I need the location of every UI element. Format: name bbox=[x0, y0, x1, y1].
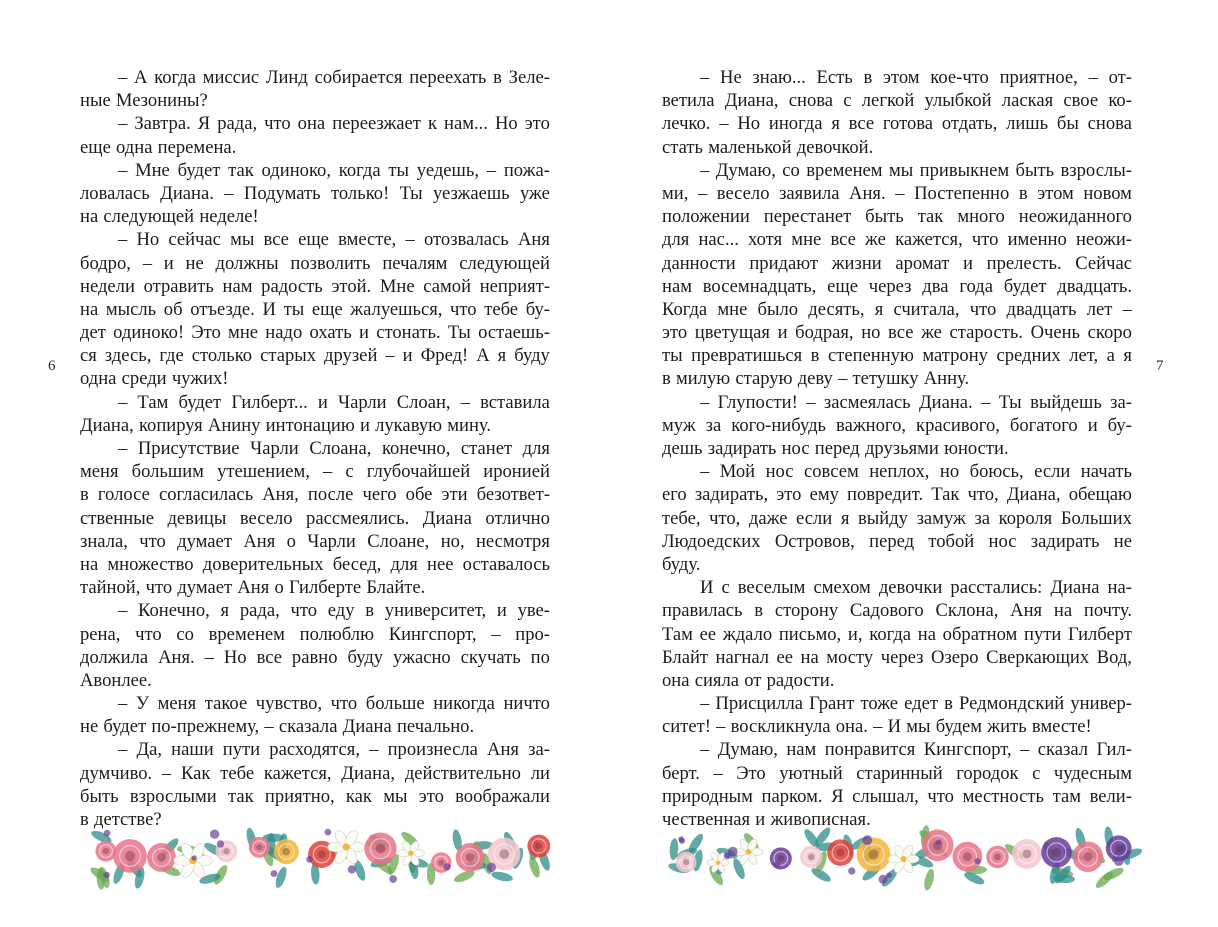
text-line: бодро, – и не должны позволить печалям следующей bbox=[80, 252, 550, 274]
bud-icon bbox=[1114, 856, 1124, 866]
flower-center-icon bbox=[125, 851, 135, 861]
text-line: И с веселым смехом девочки расстались: Диана на- bbox=[700, 577, 1132, 599]
text-line: ты превратишься в степенную матрону средних лет, а я bbox=[662, 345, 1132, 367]
text-line: ственные девицы весело рассмеялись. Диана отлично bbox=[80, 507, 550, 529]
flower-garland-right bbox=[665, 806, 1145, 906]
text-line: Там ее ждало письмо, и, когда на обратном пути Гилберт bbox=[662, 623, 1132, 645]
text-line: лечко. – Но иногда я все готова отдать, лишь бы снова bbox=[662, 113, 1132, 135]
text-line: – Не знаю... Есть в этом кое-что приятное, – от- bbox=[700, 67, 1132, 88]
bud-icon bbox=[191, 855, 196, 860]
flower-center-icon bbox=[716, 860, 720, 864]
flower-center-icon bbox=[283, 848, 291, 856]
flower-center-icon bbox=[746, 849, 751, 854]
flower-center-icon bbox=[1022, 849, 1031, 858]
bud-icon bbox=[270, 870, 277, 877]
text-line: в голосе согласилась Аня, после чего обе эти безответ- bbox=[80, 484, 550, 506]
text-line: ми, – весело заявила Аня. – Постепенно в этом новом bbox=[662, 182, 1132, 204]
flower-center-icon bbox=[1083, 852, 1092, 861]
text-line: – Да, наши пути расходятся, – произнесла Аня за- bbox=[118, 739, 550, 761]
text-line: – Думаю, нам понравится Кингспорт, – сказал Гил- bbox=[700, 739, 1132, 761]
text-line: – Мой нос совсем неплох, но боюсь, если начать bbox=[700, 461, 1132, 483]
text-line: для нас... хотя мне все же кажется, что именно неожи- bbox=[662, 229, 1132, 251]
flower-center-icon bbox=[901, 856, 907, 862]
flower-center-icon bbox=[836, 849, 844, 857]
text-line: дет одиноко! Это мне надо охать и стонать. Ты остаешь- bbox=[80, 322, 550, 344]
text-line: в милую старую деву – тетушку Анну. bbox=[662, 368, 970, 390]
text-line: знала, что думает Аня о Чарли Слоане, но, несмотря bbox=[80, 530, 550, 552]
text-line: – А когда миссис Линд собирается переехать в Зеле- bbox=[118, 67, 550, 88]
flower-center-icon bbox=[223, 848, 229, 854]
text-line: ные Мезонины? bbox=[80, 90, 208, 112]
flower-center-icon bbox=[994, 854, 1001, 861]
bud-icon bbox=[210, 829, 219, 838]
flower-center-icon bbox=[318, 850, 326, 858]
text-line: муж за кого-нибудь важного, красивого, богатого и бу- bbox=[662, 414, 1132, 436]
text-line: в детстве? bbox=[80, 809, 162, 830]
text-line: буду. bbox=[662, 553, 701, 575]
bud-icon bbox=[103, 872, 109, 878]
text-line: не будет по-прежнему, – сказала Диана печально. bbox=[80, 716, 475, 738]
text-line: дешь задирать нос перед друзьями юности. bbox=[662, 438, 1009, 459]
flower-center-icon bbox=[256, 844, 262, 850]
text-line: еще одна перемена. bbox=[80, 136, 237, 158]
bud-icon bbox=[863, 835, 873, 845]
text-line: – Присцилла Грант тоже едет в Редмондский универ- bbox=[700, 693, 1132, 715]
flower-center-icon bbox=[1052, 848, 1061, 857]
text-line: на множество доверительных бесед, для нее оставалось bbox=[80, 553, 550, 575]
text-line: должила Аня. – Но все равно буду ужасно скучать по bbox=[80, 646, 550, 668]
bud-icon bbox=[936, 839, 942, 845]
bud-icon bbox=[487, 863, 496, 872]
leaf-icon bbox=[273, 866, 288, 890]
text-line: – У меня такое чувство, что больше никогда ничто bbox=[118, 693, 550, 715]
text-line: – Думаю, со временем мы привыкнем быть взрослы- bbox=[700, 159, 1132, 181]
text-line: думчиво. – Как тебе кажется, Диана, действительно ли bbox=[80, 762, 550, 784]
flower-center-icon bbox=[466, 853, 475, 862]
text-line: недели отравить нам радость этой. Мне самой неприят- bbox=[80, 275, 550, 297]
flower-center-icon bbox=[103, 848, 109, 854]
text-line: меня большим утешением, – с глубочайшей иронией bbox=[80, 461, 550, 483]
text-line: тебе, что, даже если я выйду замуж за короля Больших bbox=[662, 507, 1132, 529]
text-line: Людоедских Островов, перед тобой нос задирать не bbox=[662, 530, 1132, 552]
text-line: ветила Диана, снова с легкой улыбкой лаская свое ко- bbox=[662, 90, 1132, 112]
text-line: ситет! – воскликнула она. – И мы будем жить вместе! bbox=[662, 716, 1092, 738]
bud-icon bbox=[974, 858, 980, 864]
text-line: – Там будет Гилберт... и Чарли Слоан, – вставила bbox=[118, 391, 550, 413]
flower-center-icon bbox=[343, 843, 350, 850]
leaf-icon bbox=[1094, 869, 1116, 890]
text-line: положении перестанет быть так много неожиданного bbox=[662, 206, 1132, 228]
text-line: Когда мне было десять, я считала, что двадцать лет – bbox=[662, 298, 1132, 320]
flower-center-icon bbox=[808, 854, 815, 861]
text-line: рена, что со временем полюблю Кингспорт, – про- bbox=[80, 623, 550, 645]
flower-center-icon bbox=[157, 853, 166, 862]
left-page-text bbox=[80, 66, 550, 831]
right-page bbox=[609, 0, 1218, 927]
text-line: природным парком. Я слышал, что местность там вели- bbox=[662, 785, 1132, 807]
flower-center-icon bbox=[408, 851, 413, 856]
flower-center-icon bbox=[535, 843, 542, 850]
text-line: правилась в сторону Садового Склона, Аня на почту. bbox=[662, 600, 1132, 622]
bud-icon bbox=[878, 875, 887, 884]
flower-center-icon bbox=[869, 850, 879, 860]
text-line: – Конечно, я рада, что еду в университет, и уве- bbox=[118, 600, 550, 622]
flower-center-icon bbox=[438, 860, 444, 866]
bud-icon bbox=[773, 861, 780, 868]
text-line: – Присутствие Чарли Слоана, конечно, станет для bbox=[118, 438, 550, 459]
leaf-icon bbox=[490, 870, 513, 883]
bud-icon bbox=[325, 829, 332, 836]
bud-icon bbox=[443, 863, 450, 870]
text-line: – Мне будет так одиноко, когда ты уедешь, – пожа- bbox=[118, 159, 550, 181]
bud-icon bbox=[104, 830, 111, 837]
text-line: – Глупости! – засмеялась Диана. – Ты выйдешь за- bbox=[700, 391, 1132, 413]
text-line: нам восемнадцать, еще через два года будет двадцать. bbox=[662, 275, 1132, 297]
text-line: Диана, копируя Анину интонацию и лукавую мину. bbox=[80, 414, 491, 436]
text-line: Авонлее. bbox=[80, 669, 152, 691]
left-page-number: 6 bbox=[48, 358, 56, 374]
bud-icon bbox=[848, 867, 855, 874]
flower-center-icon bbox=[1115, 844, 1123, 852]
text-line: берт. – Это уютный старинный городок с чудесным bbox=[662, 762, 1132, 784]
text-line: одна среди чужих! bbox=[80, 368, 229, 390]
text-line: ся здесь, где столько старых друзей – и Фред! А я буду bbox=[80, 345, 550, 367]
bud-icon bbox=[679, 838, 685, 844]
text-line: на мысль об отъезде. И ты еще жалуешься, что тебе бу- bbox=[80, 298, 550, 320]
leaf-icon bbox=[922, 868, 935, 891]
right-page-number: 7 bbox=[1156, 358, 1164, 374]
text-line: тайной, что думает Аня о Гилберте Блайте. bbox=[80, 577, 426, 599]
flower-center-icon bbox=[777, 855, 784, 862]
right-page-text bbox=[662, 66, 1132, 831]
flower-center-icon bbox=[376, 844, 386, 854]
text-line: данности придают жизни аромат и прелесть. Сейчас bbox=[662, 252, 1132, 274]
flower-garland-left bbox=[80, 806, 560, 906]
text-line: Блайт нагнал ее на мосту через Озеро Сверкающих Вод, bbox=[662, 646, 1132, 668]
flower-center-icon bbox=[683, 859, 689, 865]
text-line: быть взрослыми так приятно, как мы это воображали bbox=[80, 785, 550, 807]
flower-center-icon bbox=[499, 849, 509, 859]
text-line: его задирать, это ему повредит. Так что, Диана, обещаю bbox=[662, 484, 1132, 506]
bud-icon bbox=[348, 865, 356, 873]
text-line: ловалась Диана. – Подумать только! Ты уезжаешь уже bbox=[80, 182, 550, 204]
bud-icon bbox=[886, 872, 892, 878]
text-line: это цветущая и бодрая, но все же старость. Очень скоро bbox=[662, 322, 1132, 344]
bud-icon bbox=[389, 875, 397, 883]
bud-icon bbox=[217, 840, 225, 848]
text-line: – Завтра. Я рада, что она переезжает к нам... Но это bbox=[118, 113, 550, 135]
flower-center-icon bbox=[963, 852, 972, 861]
text-line: – Но сейчас мы все еще вместе, – отозвалась Аня bbox=[118, 229, 550, 251]
text-line: чественная и живописная. bbox=[662, 809, 871, 830]
bud-icon bbox=[306, 856, 313, 863]
text-line: на следующей неделе! bbox=[80, 206, 259, 228]
text-line: стать маленькой девочкой. bbox=[662, 136, 874, 158]
bud-icon bbox=[728, 847, 738, 857]
text-line: она сияла от радости. bbox=[662, 669, 835, 691]
